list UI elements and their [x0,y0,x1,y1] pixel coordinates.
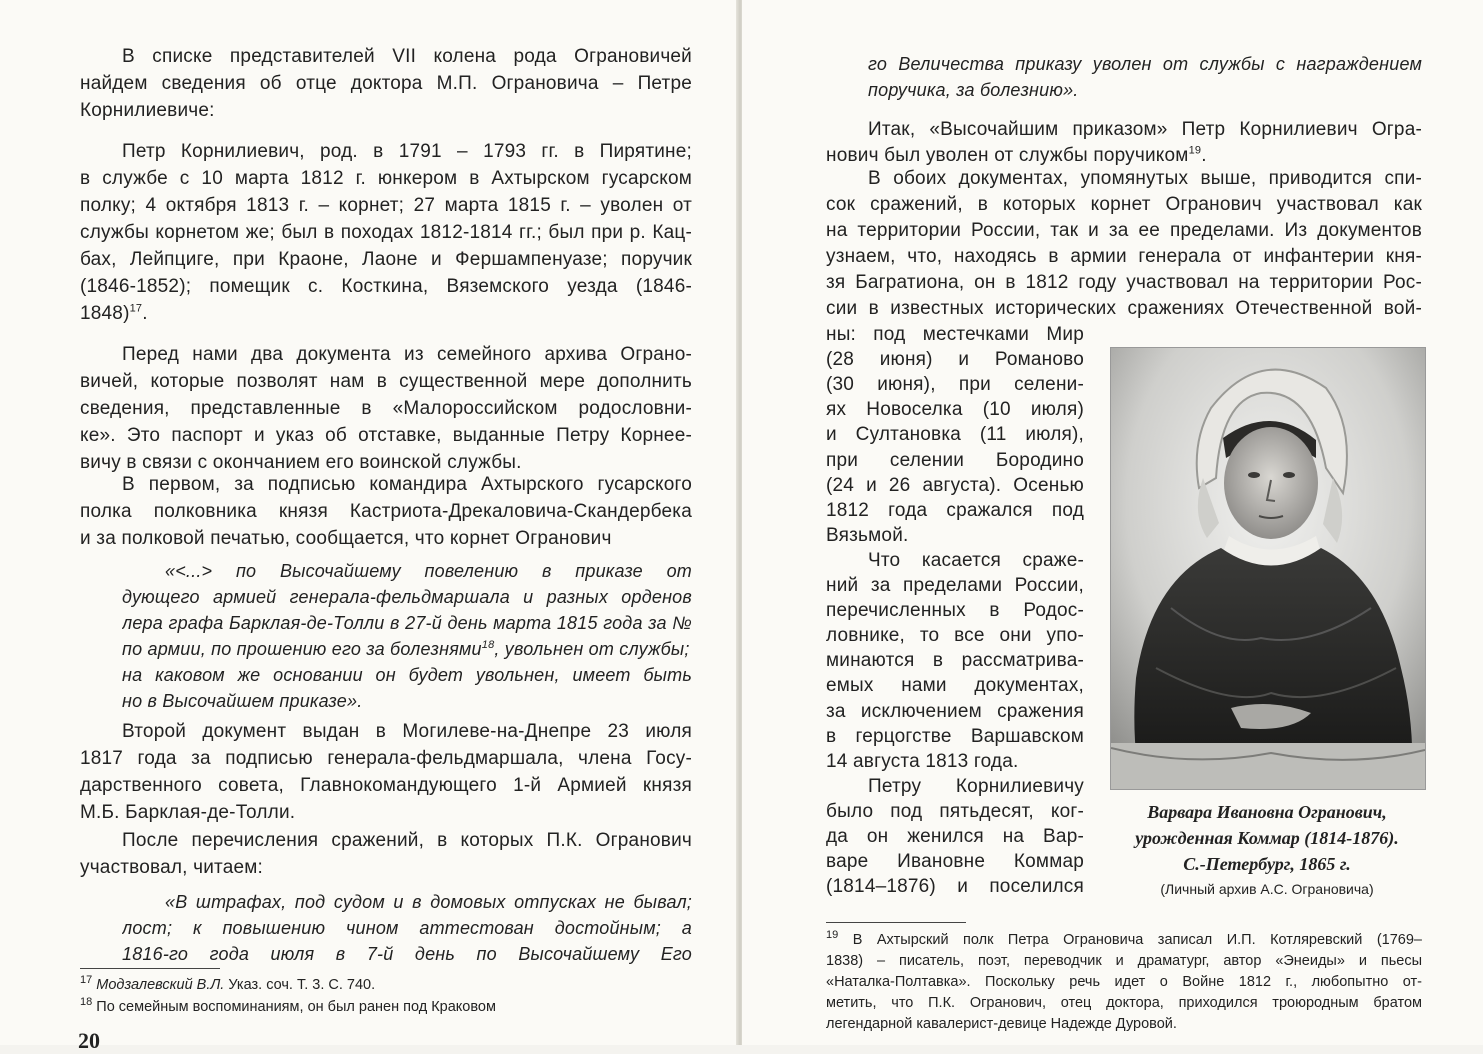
footnote-line [826,951,1422,972]
left-text-line [122,342,692,368]
line-text: ях Новоселка (10 июля) [826,399,1084,420]
line-text: сок сражений, в которых корнет Огранович участвовал как [826,194,1422,215]
line-text: М.Б. Барклая-де-Толли. [80,802,296,823]
footnote-ref: 17 [129,302,143,315]
footnote-number: 18 [80,996,93,1009]
line-text: Что касается сраже- [868,550,1084,571]
line-text: вичу в связи с окончанием его воинской службы. [80,452,522,473]
line-text: Петру Корнилиевичу [868,776,1084,797]
footnote-ref: 19 [1188,144,1202,157]
left-text-line [122,828,692,854]
line-text: найдем сведения об отце доктора М.П. Ограновича – Петре [80,73,692,94]
left-text-line [165,889,692,915]
line-text: «В штрафах, под судом и в домовых отпусках не бывал; [165,892,692,912]
line-text: 1812 года сражался под [826,500,1084,521]
right-narrow-line [826,473,1084,499]
left-text-line [122,688,362,714]
footnote-line [826,1014,1177,1035]
left-text-line [122,584,692,610]
right-narrow-line [826,573,1084,599]
line-text: (28 июня) и Романово [826,349,1084,370]
caption-source: (Личный архив А.С. Ограновича) [1160,881,1374,897]
footnote-line [826,993,1422,1014]
line-text: Итак, «Высочайшим приказом» Петр Корнилиевич Огра- [868,119,1422,140]
line-text-tail: , увольнен от службы; [494,639,690,659]
line-text: зя Багратиона, он в 1812 году участвовал на территории Рос- [826,272,1422,293]
right-narrow-line [826,673,1084,699]
line-text: нович был уволен от службы поручиком [826,145,1189,166]
right-narrow-line [826,799,1084,825]
line-text: полку; 4 октября 1813 г. – корнет; 27 марта 1815 г. – уволен от [80,195,692,216]
footnote-line [826,930,1422,951]
right-text-line [826,244,1422,270]
footnote-number: 19 [826,930,839,942]
footnote-text: легендарной кавалерист-девице Надежде Дуровой. [826,1016,1177,1032]
line-text: В списке представителей VII колена рода Ограновичей [122,46,692,67]
left-text-line [122,610,692,636]
right-narrow-line [826,824,1084,850]
right-narrow-line [826,849,1084,875]
line-text: Вязьмой. [826,525,909,546]
right-narrow-line [826,523,908,549]
line-text: 1816-го года июля в 7-й день по Высочайшему Его [122,944,692,964]
line-text: лера графа Барклая-де-Толли в 27-й день марта 1815 года за № [122,613,692,633]
left-text-line [80,98,215,124]
line-text: го Величества приказу уволен от службы с награждением [868,54,1422,74]
left-text-line [122,44,692,70]
right-narrow-line [826,498,1084,524]
right-text-line [868,77,1078,103]
right-text-line [826,192,1422,218]
left-text-line [122,472,692,498]
right-text-line [868,166,1422,192]
footnote-text: 1838) – писатель, поэт, переводчик и драматург, автор «Энеиды» и пьесы [826,953,1422,969]
footnote-line [826,972,1422,993]
line-text: службы корнетом же; был в походах 1812-1814 гг.; был при р. Кац- [80,222,692,243]
footnote-text: «Наталка-Полтавка». Поскольку речь идет о Войне 1812 г., любопытно от- [826,974,1422,990]
right-narrow-line [826,422,1084,448]
line-text: 14 августа 1813 года. [826,751,1019,772]
right-narrow-line [826,322,1084,348]
line-text: дарственного совета, Главнокомандующего 1-й Армией князя [80,775,692,796]
right-narrow-line [868,774,1084,800]
right-text-line [826,296,1422,322]
line-text: узнаем, что, находясь в армии генерала от инфантерии кня- [826,246,1422,267]
right-narrow-line [826,347,1084,373]
period: . [142,303,148,324]
line-text: (24 и 26 августа). Осенью [826,475,1084,496]
right-narrow-line [826,598,1084,624]
left-text-line [80,274,692,300]
line-text: сии в известных исторических сражениях Отечественной вой- [826,298,1422,319]
left-text-line [80,247,692,273]
line-text: но в Высочайшем приказе». [122,691,363,711]
line-text: лост; к повышению чином аттестован достойным; а [122,918,692,938]
left-text-line [165,558,692,584]
footnote-text: В Ахтырский полк Петра Ограновича записал И.П. Котляревский (1769– [852,932,1422,948]
footnote [80,997,496,1018]
left-text-line [122,719,692,745]
line-text: (30 июня), при селени- [826,374,1084,395]
line-text: бах, Лейпциге, при Краоне, Лаоне и Фершампенуазе; поручик [80,249,692,270]
line-text: и Султановка (11 июля), [826,424,1084,445]
right-text-line [868,51,1422,77]
caption-title: Варвара Ивановна Огранович, [1147,802,1387,822]
left-text-line [80,423,692,449]
line-text: Перед нами два документа из семейного архива Ограно- [122,344,692,365]
right-narrow-line [826,874,1084,900]
portrait-illustration [1111,348,1425,789]
footnote [80,975,375,996]
left-text-line [80,193,692,219]
line-text: за исключением сражения [826,701,1084,722]
right-text-line [826,270,1422,296]
left-text-line [80,855,263,881]
left-text-line [122,662,692,688]
line-text: Второй документ выдан в Могилеве-на-Днепре 23 июля [122,721,692,742]
footnote-ref: 18 [481,639,495,651]
footnote-text: метить, что П.К. Огранович, отец доктора, приходился троюродным братом [826,995,1422,1011]
left-text-line [122,941,692,967]
footnote-text-rest: Указ. соч. Т. 3. С. 740. [224,977,376,993]
line-text: участвовал, читаем: [80,857,263,878]
left-text-line [122,139,692,165]
left-text-line [80,71,692,97]
right-text-line [826,218,1422,244]
right-narrow-line [826,397,1084,423]
right-narrow-line [826,448,1084,474]
line-text: Корнилиевиче: [80,100,215,121]
left-text-line [80,220,692,246]
line-text: сведения, представленные в «Малороссийском родословни- [80,398,692,419]
footnote-text: Модзалевский В.Л. [96,977,225,993]
right-narrow-line [826,372,1084,398]
line-text: «<...> по Высочайшему повелению в приказе от [165,561,692,581]
line-text: на территории России, так и за ее пределами. Из документов [826,220,1422,241]
line-text: да он женился на Вар- [826,826,1084,847]
page-number: 20 [78,1028,100,1053]
line-text: После перечисления сражений, в которых П.К. Огранович [122,830,692,851]
line-text: и за полковой печатью, сообщается, что корнет Огранович [80,528,612,549]
line-text: полка полковника князя Кастриота-Дрекаловича-Скандербека [80,501,692,522]
line-text: перечисленных в Родос- [826,600,1084,621]
right-narrow-line [826,623,1084,649]
line-text: Петр Корнилиевич, род. в 1791 – 1793 гг. в Пирятине; [122,141,692,162]
line-text: 1817 года за подписью генерала-фельдмаршала, члена Госу- [80,748,692,769]
line-text: на каковом же основании он будет увольнен, имеет быть [122,665,692,685]
footnote-rule [80,968,220,969]
left-text-line [80,773,692,799]
line-text: в герцогстве Варшавском [826,726,1084,747]
line-text: варе Ивановне Коммар [826,851,1084,872]
left-text-line [80,396,692,422]
right-narrow-line [868,548,1084,574]
line-text: ны: под местечками Мир [826,324,1084,345]
line-text: дующего армией генерала-фельдмаршала и разных орденов [122,587,692,607]
line-text: ке». Это паспорт и указ об отставке, выданные Петру Корнее- [80,425,692,446]
left-text-line [80,166,692,192]
line-text: В первом, за подписью командира Ахтырского гусарского [122,474,692,495]
line-text: в службе с 10 марта 1812 г. юнкером в Ахтырском гусарском [80,168,692,189]
line-text: ний за пределами России, [826,575,1084,596]
line-text: вичей, которые позволят нам в существенной мере дополнить [80,371,692,392]
line-text: 1848) [80,303,130,324]
line-text: при селении Бородино [826,450,1084,471]
left-text-line [80,800,295,826]
right-narrow-line [826,699,1084,725]
caption-subtitle: урожденная Коммар (1814-1876). [1135,828,1399,848]
left-text-line [80,369,692,395]
portrait-photo [1110,347,1426,790]
line-text: было под пятьдесят, ког- [826,801,1084,822]
right-text-line [868,117,1422,143]
right-narrow-line [826,749,1018,775]
left-text-line [122,915,692,941]
line-text: ловнике, то все они упо- [826,625,1084,646]
line-text-tail: . [1201,145,1207,166]
left-text-line [122,636,690,662]
right-narrow-line [826,724,1084,750]
left-text-line [80,746,692,772]
line-text: В обоих документах, упомянутых выше, приводится спи- [868,168,1422,189]
right-narrow-line [826,648,1084,674]
footnote-rule [826,922,966,923]
line-text: минаются в рассматрива- [826,650,1084,671]
line-text: поручика, за болезнию». [868,80,1079,100]
footnote-text: По семейным воспоминаниям, он был ранен под Краковом [96,999,496,1015]
left-text-line [80,499,692,525]
left-text-line [80,301,148,327]
caption-place-date: С.-Петербург, 1865 г. [1183,854,1351,874]
line-text: емых нами документах, [826,675,1084,696]
line-text: (1846-1852); помещик с. Косткина, Вяземского уезда (1846- [80,276,692,297]
line-text: по армии, по прошению его за болезнями [122,639,482,659]
left-text-line [80,526,612,552]
footnote-number: 17 [80,974,93,987]
line-text: (1814–1876) и поселился [826,876,1084,897]
